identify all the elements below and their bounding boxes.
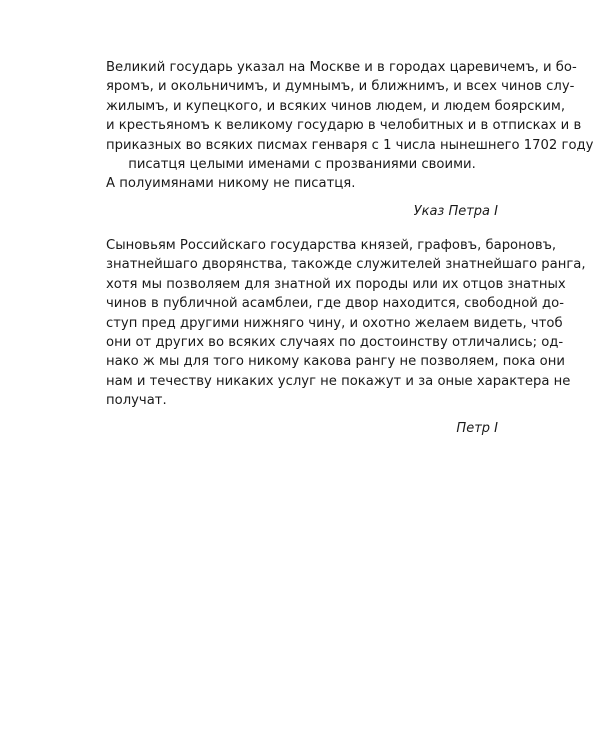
text-line: получат. xyxy=(106,393,167,409)
epigraph-attribution: Петр I xyxy=(456,420,498,436)
text-line: писатця целыми именами с прозваниями своими. xyxy=(128,157,476,173)
text-line: чинов в публичной асамблеи, где двор находится, свободной до- xyxy=(106,296,564,312)
text-line: они от других во всяких случаях по достоинству отличались; од- xyxy=(106,335,564,351)
epigraph-decree xyxy=(106,58,594,221)
text-line: знатнейшаго дворянства, такожде служителей знатнейшаго ранга, xyxy=(106,257,586,273)
text-line: приказных во всяких писмах генваря с 1 числа нынешнего 1702 году xyxy=(106,137,594,153)
epigraph-peter xyxy=(106,236,586,438)
text-line: яромъ, и окольничимъ, и думнымъ, и ближнимъ, и всех чинов слу- xyxy=(106,79,575,95)
text-line: хотя мы позволяем для знатной их породы или их отцов знатных xyxy=(106,276,566,292)
text-line: ступ пред другими нижняго чину, и охотно желаем видеть, чтоб xyxy=(106,315,563,331)
text-line: и крестьяномъ к великому государю в челобитных и в отписках и в xyxy=(106,118,582,134)
text-line: А полуимянами никому не писатця. xyxy=(106,176,356,192)
text-line: нам и течеству никаких услуг не покажут и за оные характера не xyxy=(106,373,571,389)
text-line: жилымъ, и купецкого, и всяких чинов людем, и людем боярским, xyxy=(106,98,566,114)
text-line: нако ж мы для того никому какова рангу не позволяем, пока они xyxy=(106,354,565,370)
epigraph-attribution: Указ Петра I xyxy=(413,203,498,219)
text-line: Великий государь указал на Москве и в городах царевичемъ, и бо- xyxy=(106,60,577,75)
text-line: Сыновьям Российскаго государства князей, графовъ, бароновъ, xyxy=(106,238,557,253)
